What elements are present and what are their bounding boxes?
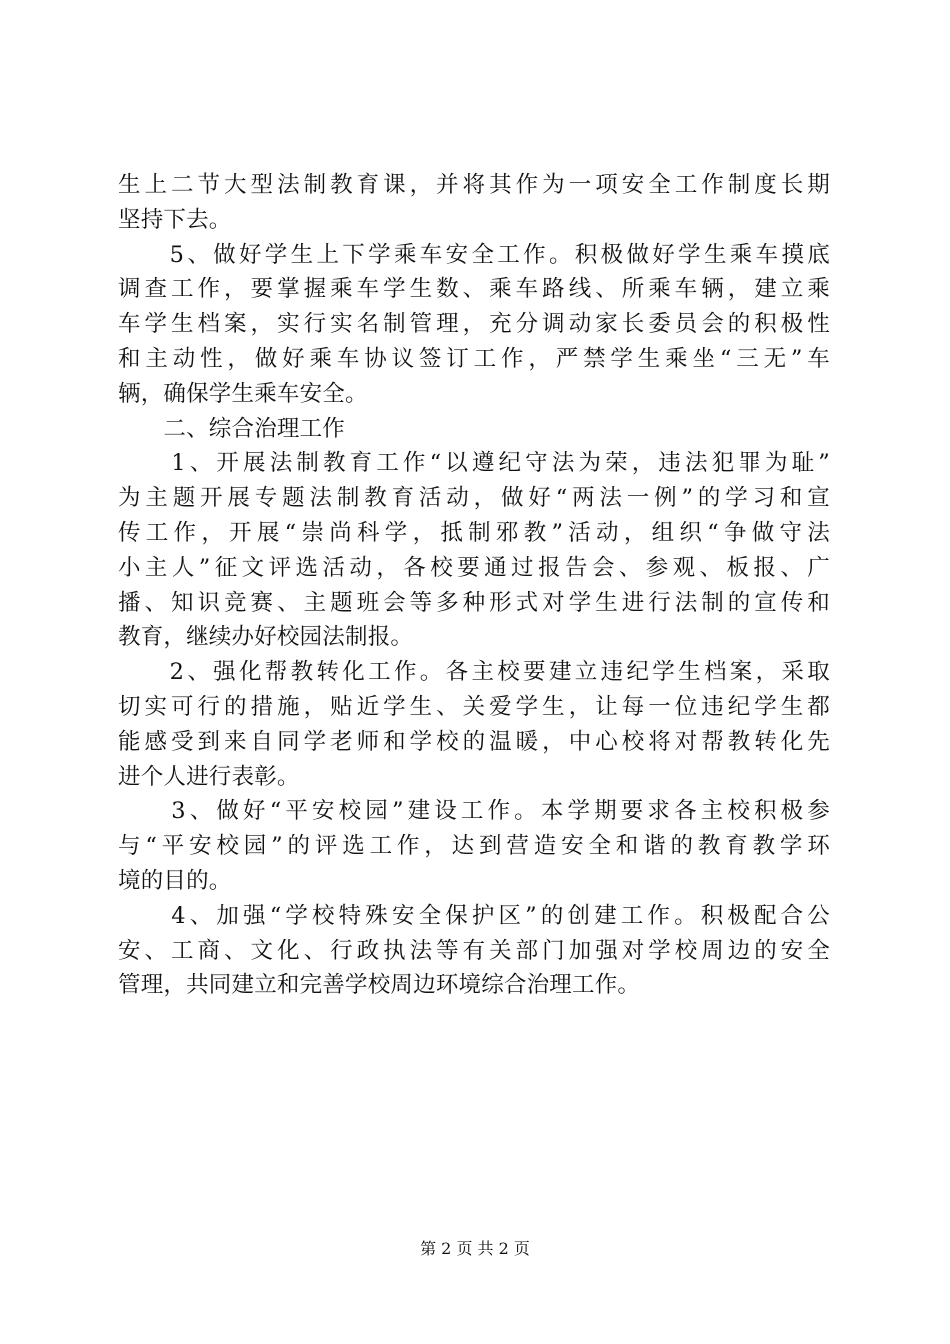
document-body [118,168,830,1003]
text-line: 4、加强“学校特殊安全保护区”的创建工作。积极配合公 [118,902,830,929]
text-line: 进个人进行表彰。 [118,763,300,790]
text-line: 切实可行的措施，贴近学生、关爱学生，让每一位违纪学生都 [118,693,830,720]
text-line: 和主动性，做好乘车协议签订工作，严禁学生乘坐“三无”车 [118,345,830,372]
text-line: 二、综合治理工作 [118,415,346,442]
text-line: 播、知识竞赛、主题班会等多种形式对学生进行法制的宣传和 [118,589,830,616]
text-line: 2、强化帮教转化工作。各主校要建立违纪学生档案，采取 [118,659,830,686]
text-line: 生上二节大型法制教育课，并将其作为一项安全工作制度长期 [118,172,830,198]
text-line: 与“平安校园”的评选工作，达到营造安全和谐的教育教学环 [118,833,830,860]
text-line: 1、开展法制教育工作“以遵纪守法为荣，违法犯罪为耻” [118,450,830,477]
text-line: 安、工商、文化、行政执法等有关部门加强对学校周边的安全 [118,937,830,964]
text-line: 传工作，开展“崇尚科学，抵制邪教”活动，组织“争做守法 [118,519,830,546]
text-line: 管理，共同建立和完善学校周边环境综合治理工作。 [118,972,641,999]
text-line: 辆，确保学生乘车安全。 [118,380,368,407]
text-line: 教育，继续办好校园法制报。 [118,624,414,651]
text-line: 5、做好学生上下学乘车安全工作。积极做好学生乘车摸底 [118,241,830,268]
text-line: 境的目的。 [118,867,232,894]
text-line: 能感受到来自同学老师和学校的温暖，中心校将对帮教转化先 [118,728,830,755]
text-line: 调查工作，要掌握乘车学生数、乘车路线、所乘车辆，建立乘 [118,276,830,303]
text-line: 坚持下去。 [118,206,232,233]
text-line: 3、做好“平安校园”建设工作。本学期要求各主校积极参 [118,798,830,825]
text-line: 车学生档案，实行实名制管理，充分调动家长委员会的积极性 [118,311,830,338]
page-footer: 第 2 页 共 2 页 [420,1239,530,1258]
text-line: 小主人”征文评选活动，各校要通过报告会、参观、板报、广 [118,554,830,581]
text-line: 为主题开展专题法制教育活动，做好“两法一例”的学习和宣 [118,485,830,512]
